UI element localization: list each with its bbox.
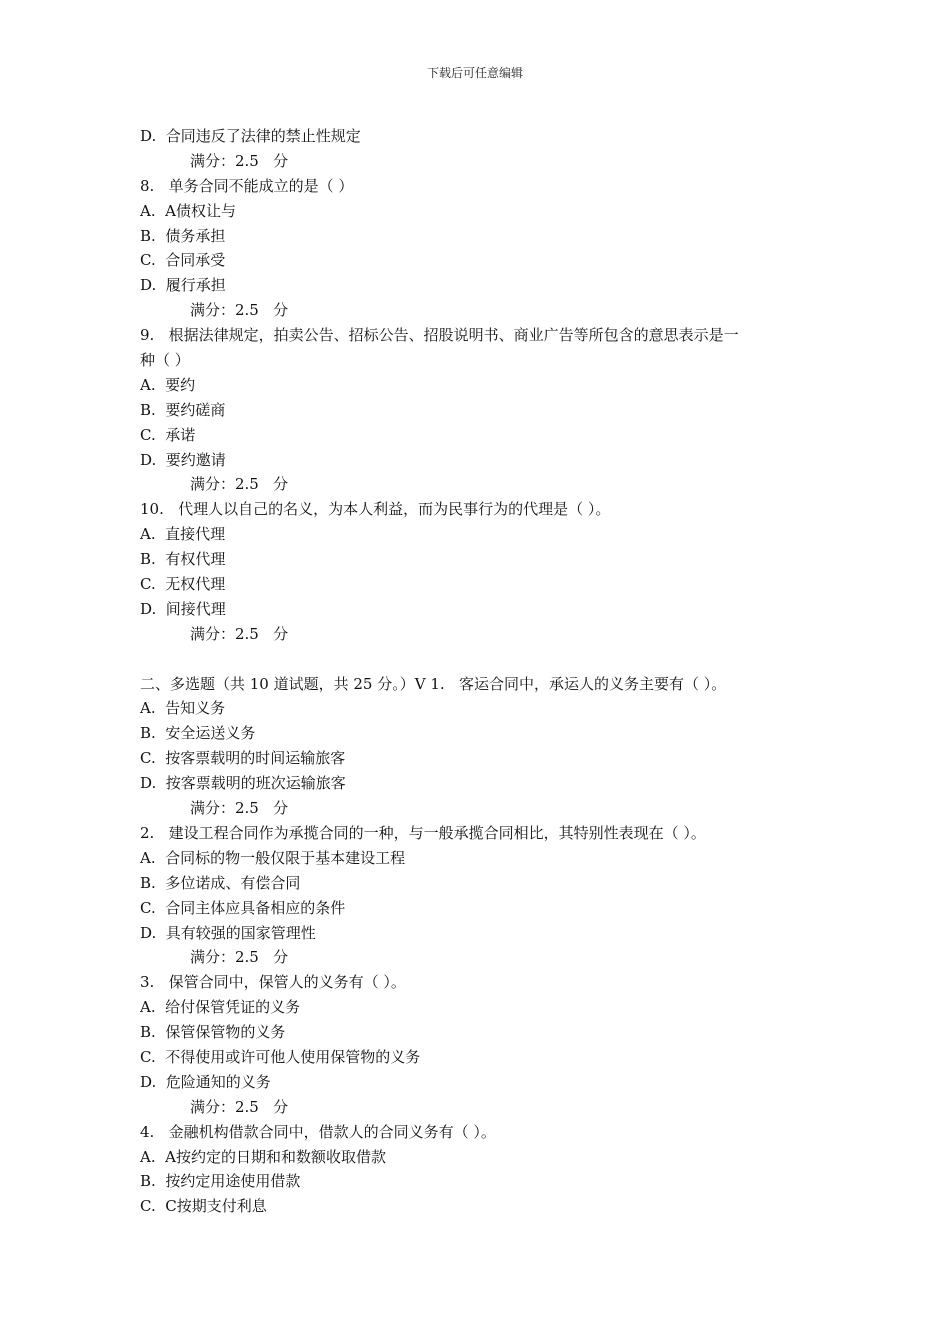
option-line: B. 有权代理 xyxy=(140,550,226,569)
score-line: 满分：2.5 分 xyxy=(190,948,289,967)
option-line: C. 合同主体应具备相应的条件 xyxy=(140,898,346,917)
question-line: 10. 代理人以自己的名义，为本人利益，而为民事行为的代理是（ ）。 xyxy=(140,500,611,519)
option-line: A. 直接代理 xyxy=(140,525,226,544)
option-line: D. 间接代理 xyxy=(140,599,226,618)
option-line: A. A债权让与 xyxy=(140,201,236,220)
option-line: B. 安全运送义务 xyxy=(140,724,256,743)
blank-line xyxy=(140,647,830,672)
page-header: 下载后可任意编辑 xyxy=(426,66,523,80)
option-line: D. 危险通知的义务 xyxy=(140,1072,271,1091)
option-line: C. C按期支付利息 xyxy=(140,1197,267,1216)
option-line: C. 按客票载明的时间运输旅客 xyxy=(140,749,346,768)
option-line: C. 无权代理 xyxy=(140,575,226,594)
question-line: 8. 单务合同不能成立的是（ ） xyxy=(140,176,354,195)
option-line: C. 承诺 xyxy=(140,425,196,444)
question-line: 9. 根据法律规定，拍卖公告、招标公告、招股说明书、商业广告等所包含的意思表示是一 xyxy=(140,326,739,345)
option-line: C. 合同承受 xyxy=(140,251,226,270)
score-line: 满分：2.5 分 xyxy=(190,301,289,320)
option-line: A. 要约 xyxy=(140,375,196,394)
score-line: 满分：2.5 分 xyxy=(190,799,289,818)
option-line: A. 给付保管凭证的义务 xyxy=(140,998,301,1017)
option-line: B. 保管保管物的义务 xyxy=(140,1023,286,1042)
option-line: A. 告知义务 xyxy=(140,699,226,718)
option-line: A. A按约定的日期和和数额收取借款 xyxy=(140,1147,386,1166)
score-line: 满分：2.5 分 xyxy=(190,475,289,494)
option-line: B. 多位诺成、有偿合同 xyxy=(140,873,301,892)
question-line: 3. 保管合同中，保管人的义务有（ ）。 xyxy=(140,973,406,992)
option-line: D. 要约邀请 xyxy=(140,450,226,469)
option-line: D. 履行承担 xyxy=(140,276,226,295)
option-line: D. 具有较强的国家管理性 xyxy=(140,923,316,942)
option-line: B. 债务承担 xyxy=(140,226,226,245)
question-line: 2. 建设工程合同作为承揽合同的一种，与一般承揽合同相比，其特别性表现在（ ）。 xyxy=(140,823,706,842)
question-line: 种（ ） xyxy=(140,351,190,370)
question-line: 4. 金融机构借款合同中，借款人的合同义务有（ ）。 xyxy=(140,1122,496,1141)
option-line: A. 合同标的物一般仅限于基本建设工程 xyxy=(140,848,406,867)
document-body xyxy=(140,124,830,1219)
option-line: D. 合同违反了法律的禁止性规定 xyxy=(140,127,361,145)
score-line: 满分：2.5 分 xyxy=(190,1097,289,1116)
option-line: C. 不得使用或许可他人使用保管物的义务 xyxy=(140,1047,421,1066)
option-line: B. 要约磋商 xyxy=(140,400,226,419)
section-heading: 二、多选题（共 10 道试题，共 25 分。）V 1. 客运合同中，承运人的义务主要有（ ）。 xyxy=(140,674,727,693)
score-line: 满分：2.5 分 xyxy=(190,624,289,643)
score-line: 满分：2.5 分 xyxy=(190,151,289,170)
option-line: B. 按约定用途使用借款 xyxy=(140,1172,301,1191)
option-line: D. 按客票载明的班次运输旅客 xyxy=(140,774,346,793)
